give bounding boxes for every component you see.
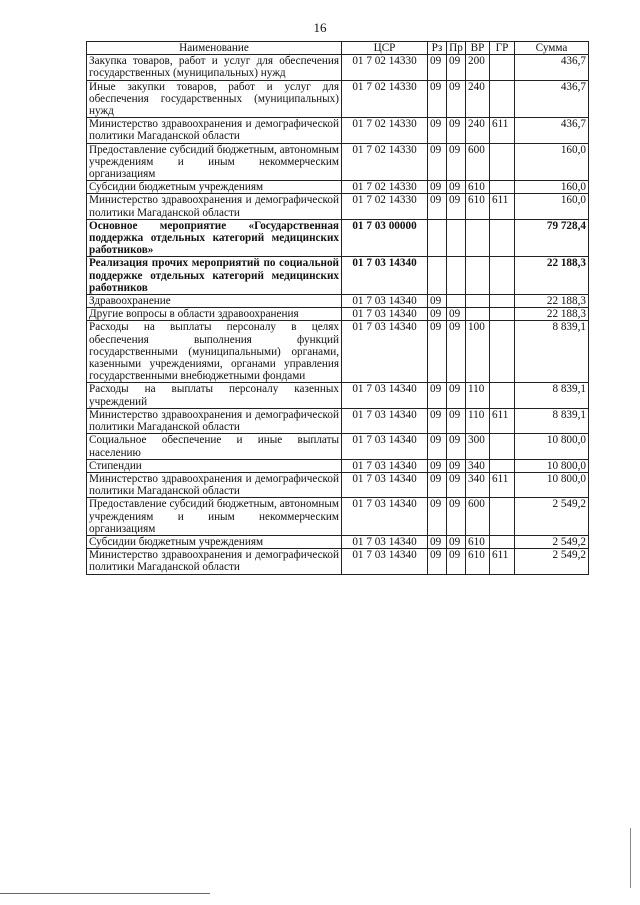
cell-pr: 09 (447, 535, 466, 548)
cell-sum: 2 549,2 (515, 549, 589, 574)
cell-vr: 610 (466, 181, 490, 194)
cell-gr (490, 143, 515, 181)
cell-rz: 09 (428, 55, 447, 80)
cell-vr: 100 (466, 321, 490, 383)
cell-csr: 01 7 03 14340 (342, 383, 428, 408)
cell-gr (490, 80, 515, 118)
cell-gr (490, 181, 515, 194)
cell-csr: 01 7 02 14330 (342, 118, 428, 143)
table-row (87, 549, 589, 574)
cell-csr: 01 7 03 14340 (342, 295, 428, 308)
cell-csr: 01 7 03 14340 (342, 498, 428, 536)
cell-pr: 09 (447, 472, 466, 497)
cell-csr: 01 7 02 14330 (342, 55, 428, 80)
cell-pr (447, 295, 466, 308)
cell-vr: 110 (466, 408, 490, 433)
header-pr: Пр (447, 42, 466, 55)
cell-pr: 09 (447, 181, 466, 194)
cell-name: Субсидии бюджетным учреждениям (87, 535, 342, 548)
cell-gr: 611 (490, 549, 515, 574)
cell-name: Субсидии бюджетным учреждениям (87, 181, 342, 194)
cell-csr: 01 7 03 14340 (342, 535, 428, 548)
table-row (87, 383, 589, 408)
cell-csr: 01 7 03 14340 (342, 459, 428, 472)
cell-pr (447, 219, 466, 257)
cell-vr (466, 257, 490, 295)
table-row (87, 308, 589, 321)
cell-pr: 09 (447, 194, 466, 219)
table-row (87, 321, 589, 383)
cell-vr: 600 (466, 143, 490, 181)
cell-csr: 01 7 02 14330 (342, 194, 428, 219)
cell-name: Реализация прочих мероприятий по социальной поддержке отдельных категорий медицинских работников (87, 257, 342, 295)
cell-csr: 01 7 03 14340 (342, 472, 428, 497)
cell-sum: 160,0 (515, 181, 589, 194)
table-row (87, 498, 589, 536)
cell-rz: 09 (428, 118, 447, 143)
cell-rz: 09 (428, 321, 447, 383)
cell-pr: 09 (447, 408, 466, 433)
cell-name: Предоставление субсидий бюджетным, автономным учреждениям и иным некоммерческим организациям (87, 143, 342, 181)
cell-pr: 09 (447, 321, 466, 383)
cell-gr (490, 498, 515, 536)
cell-sum: 22 188,3 (515, 295, 589, 308)
cell-rz: 09 (428, 308, 447, 321)
cell-sum: 2 549,2 (515, 498, 589, 536)
cell-rz: 09 (428, 434, 447, 459)
cell-rz: 09 (428, 472, 447, 497)
cell-rz: 09 (428, 181, 447, 194)
cell-rz: 09 (428, 383, 447, 408)
cell-name: Основное мероприятие «Государственная поддержка отдельных категорий медицинских работников» (87, 219, 342, 257)
cell-sum: 436,7 (515, 118, 589, 143)
cell-name: Другие вопросы в области здравоохранения (87, 308, 342, 321)
cell-sum: 22 188,3 (515, 257, 589, 295)
table-row (87, 219, 589, 257)
cell-csr: 01 7 03 14340 (342, 308, 428, 321)
cell-gr (490, 55, 515, 80)
table-row (87, 80, 589, 118)
cell-pr: 09 (447, 80, 466, 118)
header-csr: ЦСР (342, 42, 428, 55)
cell-gr: 611 (490, 118, 515, 143)
cell-name: Министерство здравоохранения и демографической политики Магаданской области (87, 408, 342, 433)
cell-gr: 611 (490, 194, 515, 219)
cell-vr: 340 (466, 459, 490, 472)
cell-vr: 600 (466, 498, 490, 536)
cell-pr: 09 (447, 434, 466, 459)
cell-sum: 10 800,0 (515, 472, 589, 497)
cell-rz: 09 (428, 498, 447, 536)
table-row (87, 143, 589, 181)
table-row (87, 55, 589, 80)
cell-pr (447, 257, 466, 295)
table-row (87, 257, 589, 295)
cell-gr (490, 459, 515, 472)
cell-pr: 09 (447, 549, 466, 574)
cell-sum: 8 839,1 (515, 408, 589, 433)
cell-csr: 01 7 02 14330 (342, 80, 428, 118)
header-gr: ГР (490, 42, 515, 55)
cell-csr: 01 7 03 14340 (342, 321, 428, 383)
table-header-row (87, 42, 589, 55)
cell-gr (490, 308, 515, 321)
cell-vr: 300 (466, 434, 490, 459)
cell-csr: 01 7 03 14340 (342, 549, 428, 574)
table-row (87, 295, 589, 308)
table-row (87, 118, 589, 143)
cell-name: Расходы на выплаты персоналу в целях обеспечения выполнения функций государственными (муниципальными) органами, казенными учреждениями, органами управления государственными внебюджетными фондами (87, 321, 342, 383)
cell-name: Здравоохранение (87, 295, 342, 308)
header-name: Наименование (87, 42, 342, 55)
table-row (87, 434, 589, 459)
cell-pr: 09 (447, 308, 466, 321)
table-body (87, 55, 589, 574)
cell-gr (490, 257, 515, 295)
cell-sum: 436,7 (515, 55, 589, 80)
cell-sum: 8 839,1 (515, 321, 589, 383)
header-vr: ВР (466, 42, 490, 55)
cell-pr: 09 (447, 459, 466, 472)
table-row (87, 194, 589, 219)
cell-csr: 01 7 03 00000 (342, 219, 428, 257)
cell-csr: 01 7 03 14340 (342, 257, 428, 295)
cell-vr (466, 219, 490, 257)
cell-vr: 110 (466, 383, 490, 408)
cell-gr: 611 (490, 408, 515, 433)
cell-name: Министерство здравоохранения и демографической политики Магаданской области (87, 118, 342, 143)
cell-rz (428, 257, 447, 295)
cell-sum: 160,0 (515, 143, 589, 181)
cell-rz (428, 219, 447, 257)
cell-vr: 610 (466, 194, 490, 219)
cell-vr: 610 (466, 549, 490, 574)
cell-name: Стипендии (87, 459, 342, 472)
cell-sum: 8 839,1 (515, 383, 589, 408)
cell-name: Закупка товаров, работ и услуг для обеспечения государственных (муниципальных) нужд (87, 55, 342, 80)
cell-gr (490, 535, 515, 548)
cell-name: Социальное обеспечение и иные выплаты населению (87, 434, 342, 459)
cell-name: Иные закупки товаров, работ и услуг для обеспечения государственных (муниципальных) нужд (87, 80, 342, 118)
cell-rz: 09 (428, 459, 447, 472)
table-row (87, 535, 589, 548)
cell-vr: 200 (466, 55, 490, 80)
cell-csr: 01 7 03 14340 (342, 408, 428, 433)
budget-table (86, 41, 589, 575)
header-sum: Сумма (515, 42, 589, 55)
cell-rz: 09 (428, 408, 447, 433)
cell-gr: 611 (490, 472, 515, 497)
cell-csr: 01 7 02 14330 (342, 143, 428, 181)
cell-csr: 01 7 02 14330 (342, 181, 428, 194)
cell-pr: 09 (447, 383, 466, 408)
cell-pr: 09 (447, 118, 466, 143)
table-row (87, 181, 589, 194)
cell-sum: 10 800,0 (515, 434, 589, 459)
cell-vr (466, 308, 490, 321)
cell-sum: 2 549,2 (515, 535, 589, 548)
cell-sum: 22 188,3 (515, 308, 589, 321)
cell-vr: 240 (466, 80, 490, 118)
cell-vr: 240 (466, 118, 490, 143)
cell-gr (490, 219, 515, 257)
cell-sum: 79 728,4 (515, 219, 589, 257)
cell-name: Министерство здравоохранения и демографической политики Магаданской области (87, 549, 342, 574)
cell-vr: 340 (466, 472, 490, 497)
cell-name: Предоставление субсидий бюджетным, автономным учреждениям и иным некоммерческим организациям (87, 498, 342, 536)
cell-rz: 09 (428, 194, 447, 219)
page-number: 16 (313, 20, 327, 35)
cell-rz: 09 (428, 80, 447, 118)
cell-name: Министерство здравоохранения и демографической политики Магаданской области (87, 194, 342, 219)
cell-name: Расходы на выплаты персоналу казенных учреждений (87, 383, 342, 408)
table-row (87, 472, 589, 497)
table-row (87, 408, 589, 433)
cell-gr (490, 434, 515, 459)
table-row (87, 459, 589, 472)
footer-divider (0, 893, 210, 894)
cell-gr (490, 383, 515, 408)
cell-pr: 09 (447, 143, 466, 181)
cell-sum: 160,0 (515, 194, 589, 219)
cell-csr: 01 7 03 14340 (342, 434, 428, 459)
header-rz: Рз (428, 42, 447, 55)
cell-name: Министерство здравоохранения и демографической политики Магаданской области (87, 472, 342, 497)
cell-gr (490, 295, 515, 308)
scan-edge-mark (630, 828, 631, 888)
cell-rz: 09 (428, 143, 447, 181)
cell-sum: 436,7 (515, 80, 589, 118)
cell-rz: 09 (428, 295, 447, 308)
cell-rz: 09 (428, 535, 447, 548)
cell-sum: 10 800,0 (515, 459, 589, 472)
cell-pr: 09 (447, 55, 466, 80)
cell-gr (490, 321, 515, 383)
cell-vr (466, 295, 490, 308)
cell-rz: 09 (428, 549, 447, 574)
cell-vr: 610 (466, 535, 490, 548)
cell-pr: 09 (447, 498, 466, 536)
